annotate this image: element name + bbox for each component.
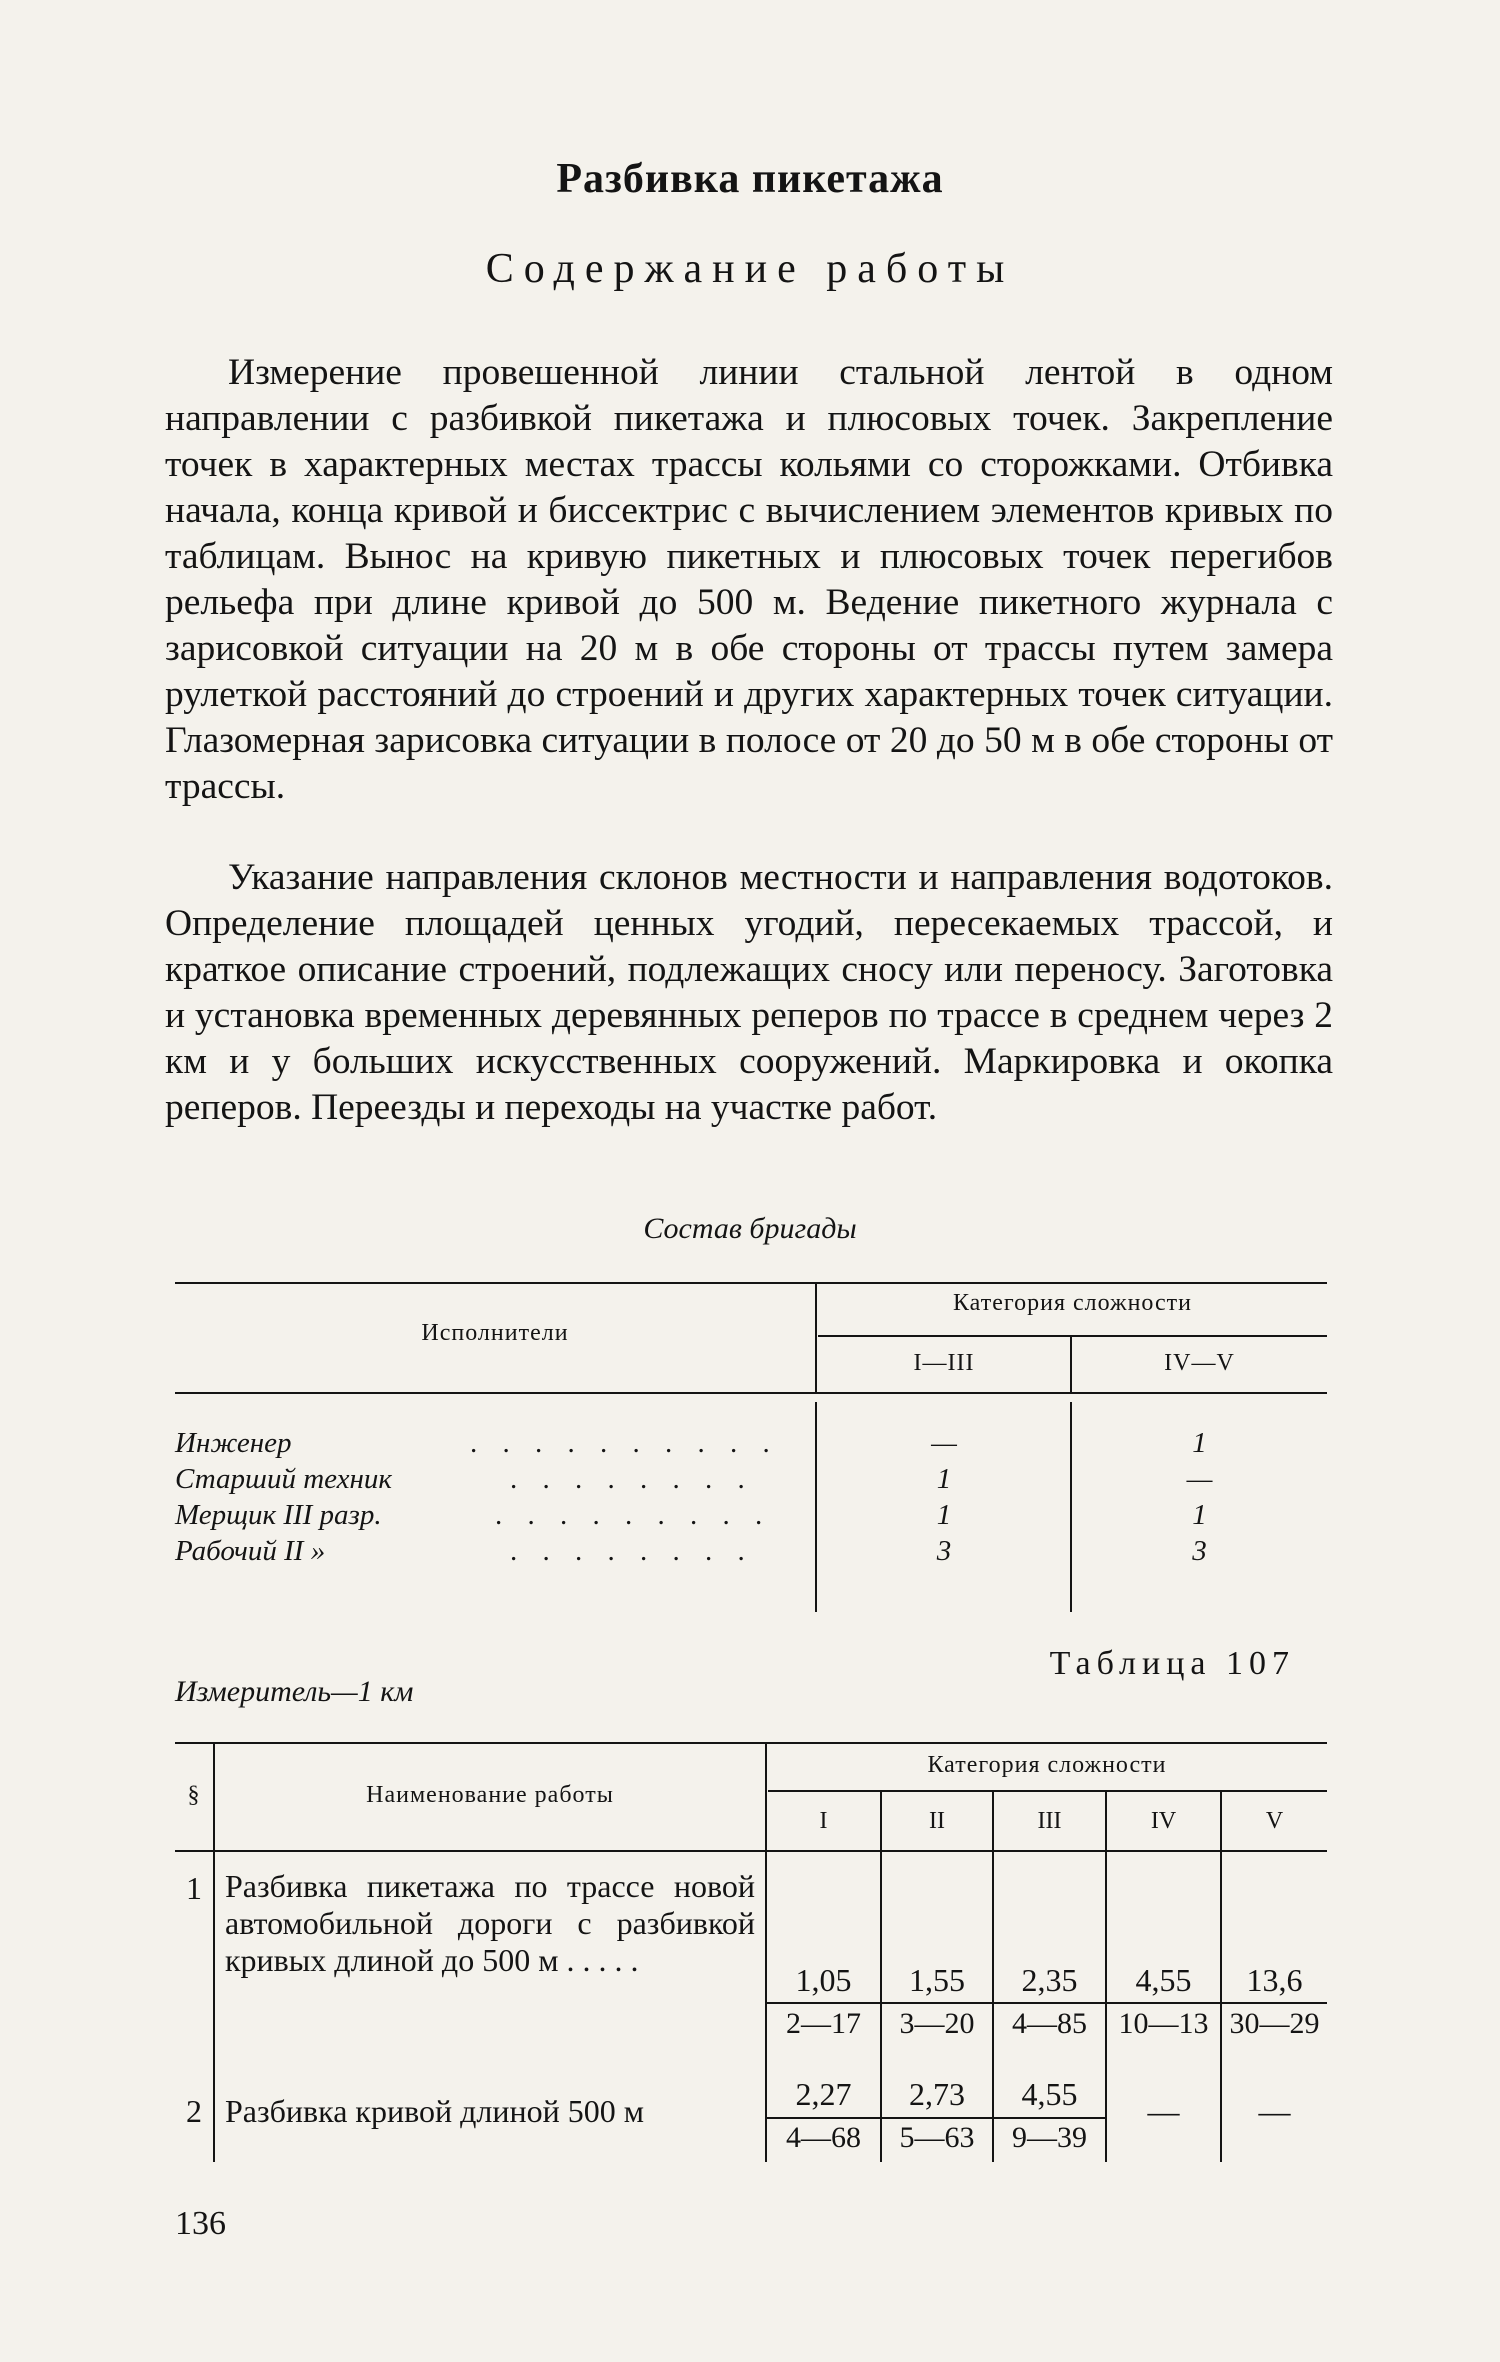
t107-header-cat-V: V [1265, 1808, 1284, 1834]
t107-row-1-code-V: 30—29 [1229, 2007, 1320, 2040]
leader-dots: . . . . . . . . [510, 1535, 754, 1567]
brigade-role: Старший техник [175, 1463, 392, 1495]
t107-row-2-code-I: 4—68 [786, 2121, 861, 2154]
t107-fraction-rule-1 [766, 2002, 1327, 2004]
t107-row-1-value-V: 13,6 [1246, 1962, 1303, 1998]
brigade-header-performers: Исполнители [421, 1320, 569, 1346]
t107-row-1-code-II: 3—20 [899, 2007, 975, 2040]
t107-fraction-rule-2 [766, 2117, 1105, 2119]
t107-row-1-value-III: 2,35 [1021, 1962, 1078, 1998]
t107-header-cat-III: III [1037, 1808, 1062, 1834]
table-number: Таблица 107 [1049, 1645, 1295, 1682]
brigade-value-cat-1: 1 [936, 1463, 952, 1495]
t107-row-2-code-III: 9—39 [1012, 2121, 1087, 2154]
t107-row-1-value-IV: 4,55 [1135, 1962, 1192, 1998]
brigade-mid-rule [818, 1335, 1327, 1337]
t107-mid-rule [768, 1790, 1327, 1792]
t107-header-cat-II: II [929, 1808, 945, 1834]
brigade-value-cat-2: 1 [1192, 1427, 1207, 1459]
t107-row-1-value-I: 1,05 [795, 1962, 852, 1998]
section-subtitle: Содержание работы [485, 246, 1015, 292]
brigade-header-cat-1: I—III [913, 1350, 975, 1376]
brigade-row [175, 1461, 1327, 1497]
brigade-value-cat-1: 1 [936, 1499, 952, 1531]
brigade-top-rule [175, 1282, 1327, 1284]
page-title: Разбивка пикетажа [556, 156, 944, 202]
t107-header-section: § [187, 1782, 201, 1808]
brigade-value-cat-1: 3 [936, 1535, 952, 1567]
t107-row-1-num: 1 [186, 1870, 202, 1906]
brigade-header-category: Категория сложности [952, 1290, 1193, 1316]
brigade-role: Инженер [175, 1427, 292, 1459]
t107-row-2-value-I: 2,27 [795, 2076, 852, 2112]
t107-row-2-value-IV: — [1147, 2093, 1180, 2129]
t107-row-2-value-III: 4,55 [1021, 2076, 1078, 2112]
t107-row-1-name-text: Разбивка пикетажа по трассе новой автомобильной дороги с разбивкой кривых длиной до 500 м . . . . . [225, 1868, 755, 1978]
brigade-value-cat-2: 1 [1192, 1499, 1207, 1531]
t107-row-2-value-II: 2,73 [909, 2076, 965, 2112]
t107-row-2-num: 2 [186, 2093, 202, 2129]
paragraph-1: Измерение провешенной линии стальной лентой в одном направлении с разбивкой пикетажа и плюсовых точек. Закрепление точек в характерных местах трассы кольями со сторожками. Отбивка начала, конца кривой и биссектрис с вычислением элементов кривых по таблицам. Вынос на кривую пикетных и плюсовых точек перегибов рельефа при длине кривой до 500 м. Ведение пикетного журнала с зарисовкой ситуации на 20 м в обе стороны от трассы путем замера рулеткой расстояний до строений и других характерных точек ситуации. Глазомерная зарисовка ситуации в полосе от 20 до 50 м в обе стороны от трассы. [165, 352, 1333, 807]
brigade-value-cat-1: — [931, 1427, 957, 1459]
t107-row-1-code-III: 4—85 [1012, 2007, 1087, 2040]
brigade-role: Рабочий II » [175, 1535, 326, 1567]
page-number: 136 [175, 2205, 226, 2242]
t107-row-1-code-IV: 10—13 [1118, 2007, 1209, 2040]
brigade-row [175, 1425, 1327, 1461]
brigade-value-cat-2: — [1186, 1463, 1213, 1495]
brigade-value-cat-2: 3 [1192, 1535, 1207, 1567]
t107-row-2-value-V: — [1258, 2093, 1291, 2129]
t107-header-category: Категория сложности [927, 1752, 1167, 1778]
table-unit: Измеритель—1 км [175, 1675, 414, 1708]
t107-row-1-name [225, 1868, 755, 1979]
brigade-role: Мерщик III разр. [175, 1499, 382, 1531]
brigade-row [175, 1533, 1327, 1569]
t107-header-cat-IV: IV [1150, 1808, 1177, 1834]
brigade-rows [175, 1425, 1327, 1569]
brigade-row [175, 1497, 1327, 1533]
t107-row-1-value-II: 1,55 [909, 1962, 965, 1998]
t107-header-work: Наименование работы [366, 1782, 614, 1808]
t107-header-cat-I: I [819, 1808, 828, 1834]
paragraph-2: Указание направления склонов местности и направления водотоков. Определение площадей ценных угодий, пересекаемых трассой, и краткое описание строений, подлежащих сносу или переносу. Заготовка и установка временных деревянных реперов по трассе в среднем через 2 км и у больших искусственных сооружений. Маркировка и окопка реперов. Переезды и переходы на участке работ. [165, 857, 1333, 1128]
brigade-head-rule [175, 1392, 1327, 1394]
t107-row-2-name: Разбивка кривой длиной 500 м [225, 2093, 644, 2129]
leader-dots: . . . . . . . . . [495, 1499, 772, 1531]
leader-dots: . . . . . . . . . . [470, 1427, 779, 1459]
t107-top-rule [175, 1742, 1327, 1744]
leader-dots: . . . . . . . . [510, 1463, 754, 1495]
brigade-caption: Состав бригады [643, 1212, 857, 1245]
t107-head-rule [175, 1850, 1327, 1852]
brigade-header-cat-2: IV—V [1164, 1350, 1235, 1376]
brigade-vrule-1 [815, 1282, 817, 1392]
t107-row-1-code-I: 2—17 [786, 2007, 861, 2040]
t107-row-2-code-II: 5—63 [899, 2121, 975, 2154]
